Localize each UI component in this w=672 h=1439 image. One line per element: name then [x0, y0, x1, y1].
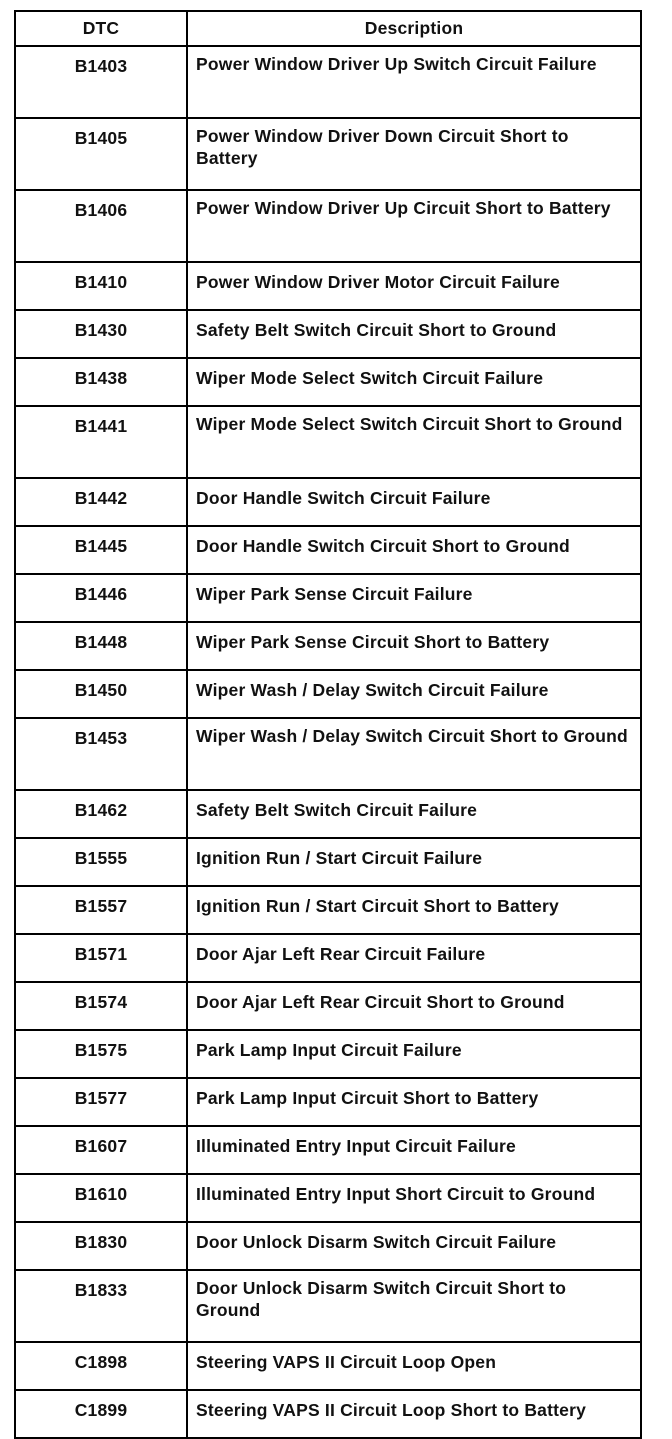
dtc-description-cell: Ignition Run / Start Circuit Short to Battery — [187, 886, 641, 934]
dtc-description-cell: Wiper Mode Select Switch Circuit Short to Ground — [187, 406, 641, 478]
dtc-code-cell: B1445 — [15, 526, 187, 574]
dtc-description-cell: Ignition Run / Start Circuit Failure — [187, 838, 641, 886]
table-row — [15, 1222, 641, 1270]
dtc-code-cell: B1574 — [15, 982, 187, 1030]
dtc-description-cell: Steering VAPS II Circuit Loop Open — [187, 1342, 641, 1390]
table-row — [15, 670, 641, 718]
table-row — [15, 1126, 641, 1174]
dtc-description-cell: Power Window Driver Up Circuit Short to Battery — [187, 190, 641, 262]
dtc-description-cell: Illuminated Entry Input Circuit Failure — [187, 1126, 641, 1174]
table-row — [15, 574, 641, 622]
dtc-code-cell: B1610 — [15, 1174, 187, 1222]
dtc-description-cell: Wiper Wash / Delay Switch Circuit Failure — [187, 670, 641, 718]
dtc-code-cell: B1405 — [15, 118, 187, 190]
dtc-code-cell: B1607 — [15, 1126, 187, 1174]
table-row — [15, 982, 641, 1030]
table-row — [15, 622, 641, 670]
dtc-description-cell: Door Handle Switch Circuit Failure — [187, 478, 641, 526]
table-row — [15, 310, 641, 358]
table-row — [15, 526, 641, 574]
dtc-description-cell: Park Lamp Input Circuit Failure — [187, 1030, 641, 1078]
table-row — [15, 1078, 641, 1126]
table-row — [15, 718, 641, 790]
dtc-description-cell: Wiper Wash / Delay Switch Circuit Short to Ground — [187, 718, 641, 790]
dtc-description-cell: Door Handle Switch Circuit Short to Ground — [187, 526, 641, 574]
dtc-code-cell: B1830 — [15, 1222, 187, 1270]
table-row — [15, 46, 641, 118]
dtc-code-cell: B1575 — [15, 1030, 187, 1078]
table-row — [15, 934, 641, 982]
dtc-description-cell: Wiper Park Sense Circuit Failure — [187, 574, 641, 622]
dtc-description-cell: Park Lamp Input Circuit Short to Battery — [187, 1078, 641, 1126]
dtc-code-cell: B1453 — [15, 718, 187, 790]
dtc-code-cell: B1441 — [15, 406, 187, 478]
dtc-description-cell: Power Window Driver Motor Circuit Failure — [187, 262, 641, 310]
dtc-code-cell: B1448 — [15, 622, 187, 670]
table-row — [15, 838, 641, 886]
table-row — [15, 118, 641, 190]
header-description: Description — [187, 11, 641, 46]
dtc-code-cell: B1571 — [15, 934, 187, 982]
dtc-description-cell: Illuminated Entry Input Short Circuit to Ground — [187, 1174, 641, 1222]
table-row — [15, 262, 641, 310]
dtc-code-cell: B1438 — [15, 358, 187, 406]
dtc-description-cell: Wiper Park Sense Circuit Short to Battery — [187, 622, 641, 670]
dtc-code-cell: B1555 — [15, 838, 187, 886]
dtc-code-cell: C1899 — [15, 1390, 187, 1438]
dtc-description-cell: Power Window Driver Down Circuit Short to Battery — [187, 118, 641, 190]
dtc-code-cell: B1450 — [15, 670, 187, 718]
dtc-description-cell: Door Ajar Left Rear Circuit Failure — [187, 934, 641, 982]
dtc-description-cell: Door Ajar Left Rear Circuit Short to Ground — [187, 982, 641, 1030]
table-row — [15, 1390, 641, 1438]
dtc-description-cell: Steering VAPS II Circuit Loop Short to Battery — [187, 1390, 641, 1438]
dtc-description-cell: Wiper Mode Select Switch Circuit Failure — [187, 358, 641, 406]
table-row — [15, 358, 641, 406]
table-row — [15, 478, 641, 526]
table-row — [15, 1030, 641, 1078]
dtc-code-cell: B1410 — [15, 262, 187, 310]
header-row — [15, 11, 641, 46]
dtc-code-cell: B1430 — [15, 310, 187, 358]
table-row — [15, 406, 641, 478]
dtc-code-cell: B1446 — [15, 574, 187, 622]
table-row — [15, 886, 641, 934]
dtc-code-cell: B1442 — [15, 478, 187, 526]
dtc-code-cell: B1577 — [15, 1078, 187, 1126]
dtc-code-cell: B1557 — [15, 886, 187, 934]
dtc-description-cell: Safety Belt Switch Circuit Short to Ground — [187, 310, 641, 358]
table-row — [15, 190, 641, 262]
dtc-table-body — [15, 46, 641, 1438]
table-row — [15, 1342, 641, 1390]
dtc-description-cell: Power Window Driver Up Switch Circuit Failure — [187, 46, 641, 118]
dtc-code-cell: B1403 — [15, 46, 187, 118]
table-row — [15, 1174, 641, 1222]
dtc-table — [14, 10, 642, 1439]
dtc-code-cell: B1406 — [15, 190, 187, 262]
dtc-code-cell: B1462 — [15, 790, 187, 838]
dtc-description-cell: Door Unlock Disarm Switch Circuit Failure — [187, 1222, 641, 1270]
dtc-code-cell: B1833 — [15, 1270, 187, 1342]
table-row — [15, 790, 641, 838]
dtc-code-cell: C1898 — [15, 1342, 187, 1390]
table-row — [15, 1270, 641, 1342]
dtc-description-cell: Door Unlock Disarm Switch Circuit Short to Ground — [187, 1270, 641, 1342]
header-dtc: DTC — [15, 11, 187, 46]
dtc-description-cell: Safety Belt Switch Circuit Failure — [187, 790, 641, 838]
